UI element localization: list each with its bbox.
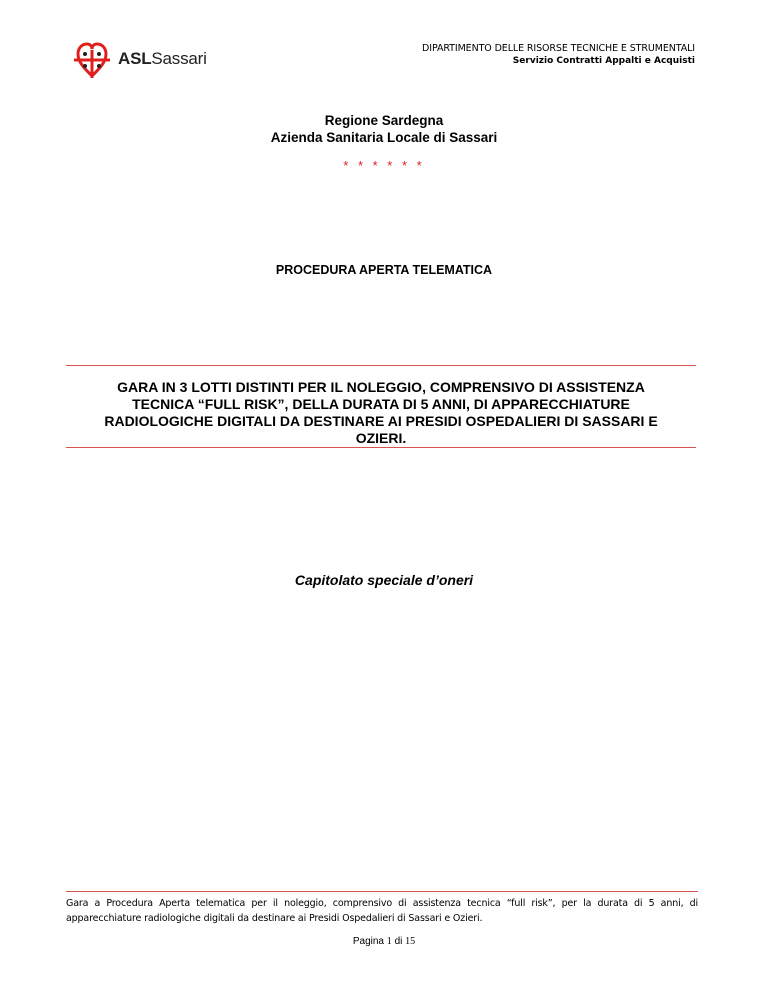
footer-rule [66,891,698,892]
header-department-block [422,43,695,66]
asl-heart-cross-icon [72,38,112,80]
tender-bottom-rule [66,447,696,448]
procedure-title: PROCEDURA APERTA TELEMATICA [275,263,493,277]
tender-title-line: TECNICA “FULL RISK”, DELLA DURATA DI 5 ANNI, DI APPARECCHIATURE [132,396,630,412]
tender-title-line: RADIOLOGICHE DIGITALI DA DESTINARE AI PRESIDI OSPEDALIERI DI SASSARI E [104,413,658,429]
asterisk-separator: * * * * * * [343,158,425,173]
region-name: Regione Sardegna [324,113,444,128]
asl-sassari-logo [72,38,207,80]
tender-title-line: OZIERI. [355,430,407,446]
footer-description: Gara a Procedura Aperta telematica per il noleggio, comprensivo di assistenza tecnica “full risk”, per la durata di 5 anni, di apparecchiature radiologiche digitali da destinare ai Presidi Ospedalieri di Sassari e Ozieri. [66,898,698,924]
service-name: Servizio Contratti Appalti e Acquisti [512,56,695,66]
page-total: 15 [405,936,416,947]
department-name: DIPARTIMENTO DELLE RISORSE TECNICHE E STRUMENTALI [422,43,695,54]
region-heading [0,112,768,146]
page-current: 1 [386,936,392,947]
agency-name: Azienda Sanitaria Locale di Sassari [270,130,498,145]
tender-title-line: GARA IN 3 LOTTI DISTINTI PER IL NOLEGGIO, COMPRENSIVO DI ASSISTENZA [117,379,645,395]
page-number [0,936,768,947]
tender-top-rule [66,365,696,366]
document-subtitle: Capitolato speciale d’oneri [294,572,474,588]
page-of: di [394,936,403,947]
logo-wordmark: ASLSassari [118,49,207,68]
tender-title [66,379,696,447]
page-label: Pagina [352,936,384,947]
